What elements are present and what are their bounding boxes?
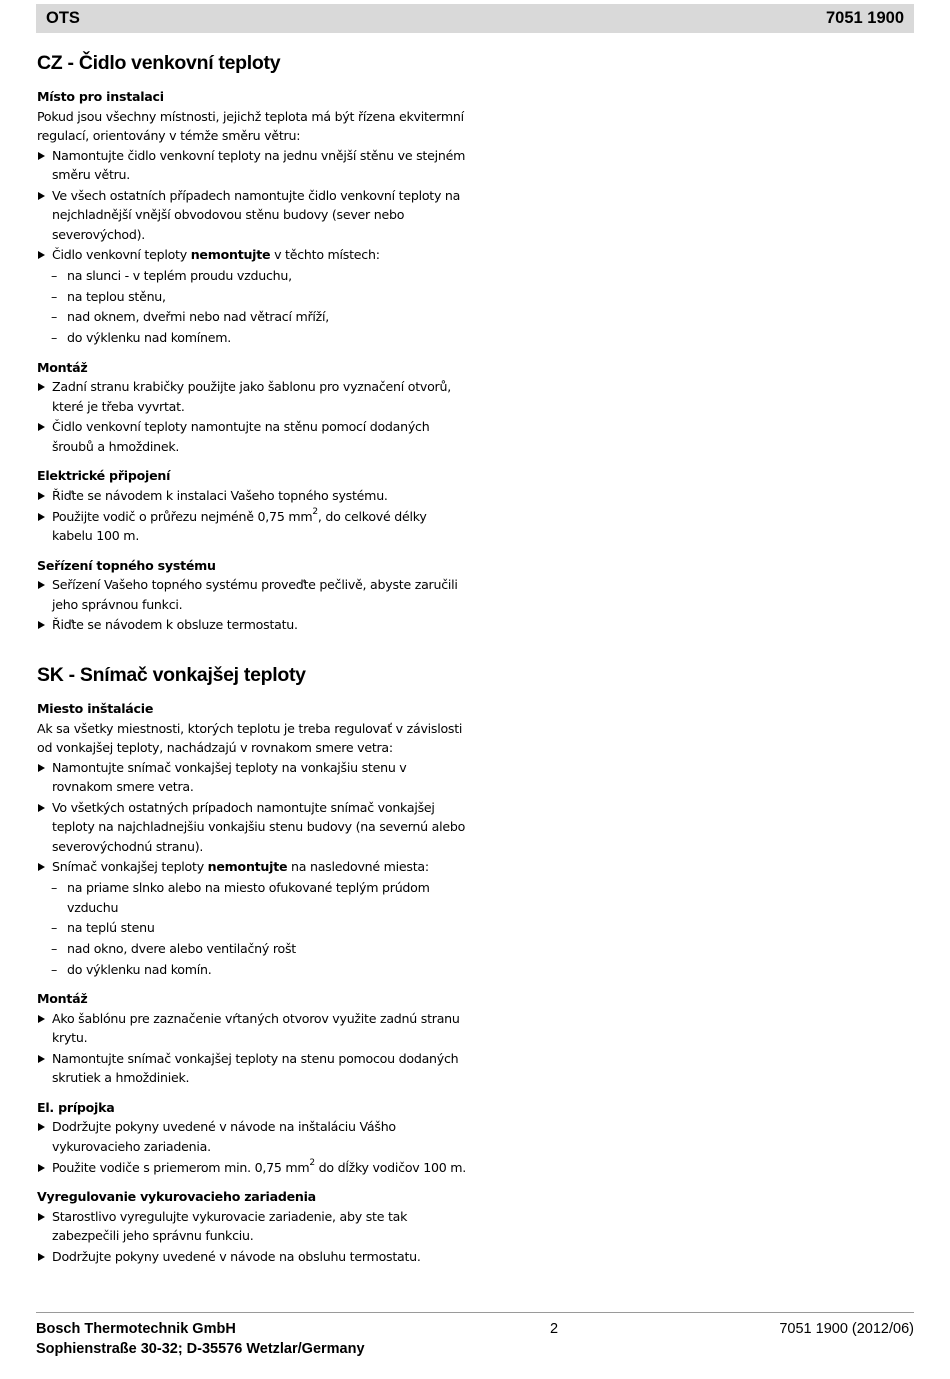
section-title: SK - Snímač vonkajšej teploty (37, 664, 306, 686)
dash-item: – nad oknem, dveřmi nebo nad větrací mříží, (37, 307, 467, 327)
dash-item: – nad okno, dvere alebo ventilačný rošt (37, 939, 467, 959)
bullet-item: Namontujte snímač vonkajšej teploty na vonkajšiu stenu v rovnakom smere vetra. (37, 758, 467, 797)
bullet-text: do dĺžky vodičov 100 m. (314, 1159, 467, 1175)
bullet-item (37, 857, 467, 877)
bullet-item: Zadní stranu krabičky použijte jako šablonu pro vyznačení otvorů, které je třeba vyvrtat. (37, 377, 467, 416)
subheading: Elektrické připojení (37, 468, 171, 484)
page-number: 2 (550, 1321, 559, 1337)
dash-item: – do výklenku nad komín. (37, 960, 467, 980)
bullet-text: Čidlo venkovní teploty (52, 247, 191, 263)
bullet-item: Starostlivo vyregulujte vykurovacie zariadenie, aby ste tak zabezpečili jeho správnu funkciu. (37, 1207, 467, 1246)
section-sk (37, 663, 467, 1266)
dash-item: – na priame slnko alebo na miesto ofukované teplým prúdom vzduchu (37, 878, 467, 917)
bullet-item: Řiďte se návodem k obsluze termostatu. (37, 615, 467, 635)
bullet-item (37, 1158, 467, 1178)
superscript: 2 (309, 1158, 315, 1169)
bullet-item: Dodržujte pokyny uvedené v návode na inštaláciu Vášho vykurovacieho zariadenia. (37, 1117, 467, 1156)
bullet-emphasis: nemontujte (207, 859, 288, 875)
footer-company: Bosch Thermotechnik GmbH (36, 1321, 236, 1337)
bullet-text: Použite vodiče s priemerom min. 0,75 mm (52, 1159, 310, 1175)
footer-doc-ref: 7051 1900 (2012/06) (779, 1321, 914, 1337)
subheading: Seřízení topného systému (37, 557, 216, 573)
bullet-text: v těchto místech: (270, 247, 380, 263)
bullet-item: Vo všetkých ostatných prípadoch namontujte snímač vonkajšej teploty na najchladnejšiu vonkajšiu stenu budovy (na severnú alebo severovýchodnú stranu). (37, 798, 467, 857)
bullet-item: Ve všech ostatních případech namontujte čidlo venkovní teploty na nejchladnější vnější obvodovou stěnu budovy (sever nebo severovýchod). (37, 186, 467, 245)
footer-company-block (36, 1319, 365, 1359)
footer-address: Sophienstraße 30-32; D-35576 Wetzlar/Germany (36, 1341, 365, 1357)
subheading: Vyregulovanie vykurovacieho zariadenia (37, 1189, 316, 1204)
bullet-item: Dodržujte pokyny uvedené v návode na obsluhu termostatu. (37, 1247, 467, 1267)
header-product: OTS (46, 9, 80, 27)
paragraph: Pokud jsou všechny místnosti, jejichž teplota má být řízena ekvitermní regulací, orientovány v témže směru větru: (37, 108, 464, 143)
subheading: Místo pro instalaci (37, 89, 164, 104)
bullet-text: na nasledovné miesta: (287, 859, 429, 875)
dash-item: – na slunci - v teplém proudu vzduchu, (37, 266, 467, 286)
bullet-item: Ako šablónu pre zaznačenie vŕtaných otvorov využite zadnú stranu krytu. (37, 1009, 467, 1048)
section-title: CZ - Čidlo venkovní teploty (37, 52, 281, 74)
bullet-text: , do celkové délky kabelu 100 m. (52, 508, 427, 543)
header-bar (36, 4, 914, 33)
dash-item: – do výklenku nad komínem. (37, 328, 467, 348)
bullet-item: Čidlo venkovní teploty namontujte na stěnu pomocí dodaných šroubů a hmoždinek. (37, 417, 467, 456)
bullet-text: Snímač vonkajšej teploty (52, 859, 208, 875)
subheading: Montáž (37, 991, 88, 1007)
paragraph: Ak sa všetky miestnosti, ktorých teplotu je treba regulovať v závislosti od vonkajšej teploty, nachádzajú v rovnakom smere vetra: (37, 720, 463, 755)
bullet-item: Namontujte čidlo venkovní teploty na jednu vnější stěnu ve stejném směru větru. (37, 146, 467, 185)
footer-divider (36, 1312, 914, 1313)
dash-item: – na teplou stěnu, (37, 287, 467, 307)
superscript: 2 (312, 507, 318, 518)
subheading: Montáž (37, 359, 88, 375)
bullet-item (37, 507, 467, 546)
subheading: El. prípojka (37, 1099, 115, 1115)
section-cz (37, 51, 467, 635)
subheading: Miesto inštalácie (37, 701, 154, 716)
bullet-text: Použijte vodič o průřezu nejméně 0,75 mm (52, 508, 313, 524)
bullet-emphasis: nemontujte (190, 247, 271, 263)
bullet-item (37, 245, 467, 265)
header-doc-number: 7051 1900 (826, 9, 904, 27)
bullet-item: Seřízení Vašeho topného systému proveďte pečlivě, abyste zaručili jeho správnou funkci. (37, 575, 467, 614)
bullet-item: Řiďte se návodem k instalaci Vašeho topného systému. (37, 486, 467, 506)
dash-item: – na teplú stenu (37, 918, 467, 938)
bullet-item: Namontujte snímač vonkajšej teploty na stenu pomocou dodaných skrutiek a hmoždiniek. (37, 1049, 467, 1088)
